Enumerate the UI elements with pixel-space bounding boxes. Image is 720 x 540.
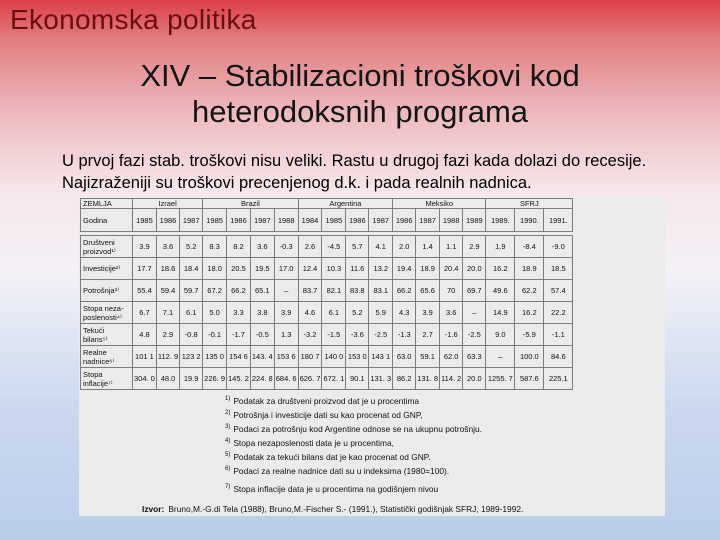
year-cell: 1991. [544,209,573,232]
value-cell: 55.4 [133,280,157,302]
value-cell: 684. 6 [274,368,298,390]
value-cell: 18.5 [544,258,573,280]
value-cell: 63.3 [463,346,486,368]
value-cell: 3.6 [440,302,463,324]
year-cell: 1987 [369,209,393,232]
slide-title-line-1: XIV – Stabilizacioni troškovi kod [140,58,580,93]
value-cell: 48.0 [156,368,179,390]
footnote: $^{1)}$ Podatak za društveni proizvod dat je u procentima [225,395,420,406]
table-row [81,258,573,280]
value-cell: -1.3 [393,324,416,346]
value-cell: 2.0 [393,236,416,258]
value-cell: 1.9 [486,236,515,258]
footnote: $^{7)}$ Stopa inflacije data je u procentima na godišnjem nivou [225,483,439,494]
value-cell: -3.2 [298,324,322,346]
table-row [81,324,573,346]
value-cell: 57.4 [544,280,573,302]
value-cell: 135 0 [203,346,227,368]
table-row [81,280,573,302]
value-cell: 226. 9 [203,368,227,390]
year-header-row [81,209,573,232]
value-cell: 140 0 [322,346,346,368]
value-cell: 154 6 [227,346,251,368]
value-cell: -0.3 [274,236,298,258]
row-label: Stopa neza- poslenosti⁴⁾ [81,302,133,324]
year-cell: 1987 [416,209,440,232]
value-cell: 62.2 [515,280,544,302]
value-cell: 3.3 [227,302,251,324]
value-cell: 3.8 [250,302,274,324]
value-cell: -1.1 [544,324,573,346]
year-cell: 1988 [274,209,298,232]
country-brazil: Brazil [203,199,298,209]
footnote: $^{3)}$ Podaci za potrošnju kod Argentine odnose se na ukupnu potrošnju. [225,423,482,434]
value-cell: 143. 4 [250,346,274,368]
year-cell: 1985 [322,209,346,232]
value-cell: 3.6 [156,236,179,258]
value-cell: – [486,346,515,368]
value-cell: 7.1 [156,302,179,324]
value-cell: 11.6 [346,258,369,280]
value-cell: 5.9 [369,302,393,324]
value-cell: 20.5 [227,258,251,280]
value-cell: 180 7 [298,346,322,368]
value-cell: 65.6 [416,280,440,302]
country-header-row [81,199,573,209]
scanned-table-figure [79,196,665,516]
value-cell: -0.8 [180,324,203,346]
value-cell: 145. 2 [227,368,251,390]
value-cell: 12.4 [298,258,322,280]
value-cell: -1.5 [322,324,346,346]
value-cell: 62.0 [440,346,463,368]
value-cell: 59.7 [180,280,203,302]
godina-label: Godina [81,209,133,232]
row-label: Realne nadnice⁶⁾ [81,346,133,368]
value-cell: 83.1 [369,280,393,302]
value-cell: 22.2 [544,302,573,324]
value-cell: 65.1 [250,280,274,302]
body-paragraph: U prvoj fazi stab. troškovi nisu veliki. Rastu u drugoj fazi kada dolazi do recesije. Najizraženiji su troškovi precenjenog d.k. i pada realnih nadnica. [62,152,647,192]
value-cell: 49.6 [486,280,515,302]
value-cell: 9.0 [486,324,515,346]
table-row [81,236,573,258]
value-cell: 5.0 [203,302,227,324]
value-cell: 225.1 [544,368,573,390]
row-label: Društveni proizvod¹⁾ [81,236,133,258]
row-label: Stopa inflacije⁷⁾ [81,368,133,390]
value-cell: 1255. 7 [486,368,515,390]
value-cell: 83.7 [298,280,322,302]
slide-title-line-2: heterodoksnih programa [191,94,529,129]
value-cell: 59.1 [416,346,440,368]
value-cell: 18.6 [156,258,179,280]
value-cell: – [274,280,298,302]
value-cell: 2.6 [298,236,322,258]
value-cell: 143 1 [369,346,393,368]
value-cell: 18.9 [515,258,544,280]
year-cell: 1989 [463,209,486,232]
value-cell: 83.8 [346,280,369,302]
value-cell: 19.9 [180,368,203,390]
value-cell: 3.9 [274,302,298,324]
value-cell: -2.5 [369,324,393,346]
value-cell: 66.2 [227,280,251,302]
row-label: Potrošnja³⁾ [81,280,133,302]
value-cell: -1.6 [440,324,463,346]
value-cell: 131. 8 [416,368,440,390]
row-label: Investicije²⁾ [81,258,133,280]
value-cell: 5.7 [346,236,369,258]
value-cell: 86.2 [393,368,416,390]
year-cell: 1985 [203,209,227,232]
country-mexico: Meksiko [393,199,486,209]
value-cell: 1.1 [440,236,463,258]
value-cell: 153 6 [274,346,298,368]
table-row [81,302,573,324]
value-cell: 4.6 [298,302,322,324]
value-cell: -0.5 [250,324,274,346]
value-cell: 5.2 [180,236,203,258]
year-cell: 1984 [298,209,322,232]
value-cell: 626. 7 [298,368,322,390]
row-label: Tekući bilans⁵⁾ [81,324,133,346]
year-cell: 1986 [346,209,369,232]
value-cell: 672. 1 [322,368,346,390]
year-cell: 1986 [156,209,179,232]
value-cell: 8.2 [227,236,251,258]
value-cell: 6.1 [180,302,203,324]
value-cell: 69.7 [463,280,486,302]
value-cell: -1.7 [227,324,251,346]
zemlja-label: ZEMLJA [81,199,133,209]
value-cell: 4.1 [369,236,393,258]
value-cell: 4.3 [393,302,416,324]
value-cell: 4.8 [133,324,157,346]
value-cell: 18.4 [180,258,203,280]
value-cell: 114. 2 [440,368,463,390]
value-cell: 67.2 [203,280,227,302]
value-cell: -2.5 [463,324,486,346]
year-cell: 1987 [180,209,203,232]
footnote: $^{5)}$ Podatak za tekući bilans dat je kao procenat od GNP. [225,451,431,462]
value-cell: 8.3 [203,236,227,258]
value-cell: 16.2 [486,258,515,280]
value-cell: 17.0 [274,258,298,280]
value-cell: 2.7 [416,324,440,346]
value-cell: 20.0 [463,258,486,280]
source-text: Bruno,M.-G.di Tela (1988), Bruno,M.-Fischer S.- (1991.), Statistički godišnjak SFRJ, 1989-1992. [168,504,524,514]
year-cell: 1986 [227,209,251,232]
value-cell: 66.2 [393,280,416,302]
value-cell: 1.4 [416,236,440,258]
country-israel: Izrael [133,199,203,209]
value-cell: -9.0 [544,236,573,258]
value-cell: 224. 8 [250,368,274,390]
year-cell: 1988 [440,209,463,232]
value-cell: 19.5 [250,258,274,280]
value-cell: 20.0 [463,368,486,390]
stabilization-cost-table [80,198,573,390]
year-cell: 1989. [486,209,515,232]
value-cell: -4.5 [322,236,346,258]
section-title: Ekonomska politika [10,4,257,35]
table-body [81,236,573,390]
value-cell: 16.2 [515,302,544,324]
value-cell: 112. 9 [156,346,179,368]
value-cell: 6.7 [133,302,157,324]
year-cell: 1985 [133,209,157,232]
value-cell: 3.9 [133,236,157,258]
value-cell: 63.0 [393,346,416,368]
value-cell: 1.3 [274,324,298,346]
value-cell: 19.4 [393,258,416,280]
value-cell: 82.1 [322,280,346,302]
value-cell: 131. 3 [369,368,393,390]
value-cell: 304. 0 [133,368,157,390]
source-label: Izvor: [142,504,165,514]
value-cell: -0.1 [203,324,227,346]
value-cell: 84.6 [544,346,573,368]
footnotes [225,392,482,494]
value-cell: 20.4 [440,258,463,280]
value-cell: 587.6 [515,368,544,390]
value-cell: -8.4 [515,236,544,258]
value-cell: 59.4 [156,280,179,302]
value-cell: 18.9 [416,258,440,280]
value-cell: 2.9 [156,324,179,346]
value-cell: 10.3 [322,258,346,280]
value-cell: -5.9 [515,324,544,346]
source-citation [142,504,523,514]
value-cell: 18.0 [203,258,227,280]
year-cell: 1986 [393,209,416,232]
value-cell: – [463,302,486,324]
value-cell: 13.2 [369,258,393,280]
value-cell: 70 [440,280,463,302]
value-cell: 90.1 [346,368,369,390]
value-cell: 5.2 [346,302,369,324]
country-argentina: Argentina [298,199,393,209]
value-cell: 123 2 [180,346,203,368]
year-cell: 1990. [515,209,544,232]
table-row [81,346,573,368]
value-cell: 6.1 [322,302,346,324]
value-cell: -3.6 [346,324,369,346]
value-cell: 101 1 [133,346,157,368]
value-cell: 3.6 [250,236,274,258]
value-cell: 14.9 [486,302,515,324]
footnote: $^{4)}$ Stopa nezaposlenosti data je u procentima, [225,437,394,448]
value-cell: 100.0 [515,346,544,368]
footnote: $^{6)}$ Podaci za realne nadnice dati su u indeksima (1980=100). [225,465,450,476]
slide-title [0,58,720,130]
country-sfrj: SFRJ [486,199,573,209]
year-cell: 1987 [250,209,274,232]
value-cell: 2.9 [463,236,486,258]
value-cell: 153 0 [346,346,369,368]
table-row [81,368,573,390]
footnote: $^{2)}$ Potrošnja i investicije dati su kao procenat od GNP, [225,409,423,420]
value-cell: 3.9 [416,302,440,324]
value-cell: 17.7 [133,258,157,280]
